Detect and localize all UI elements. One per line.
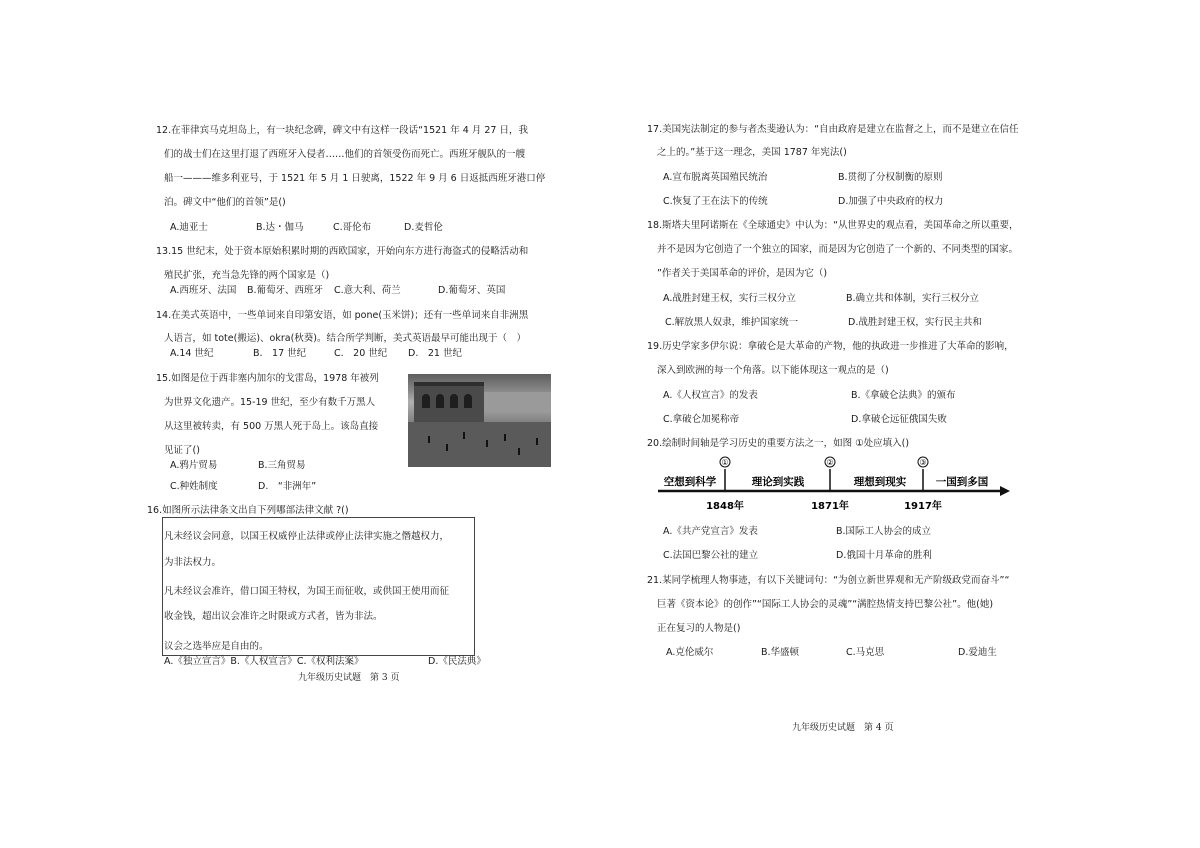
question-14-option-c[interactable]: C. 20 世纪: [334, 348, 388, 359]
question-18-option-d[interactable]: D.战胜封建王权，实行民主共和: [848, 317, 982, 328]
law-excerpt-line-3: 凡未经议会准许，借口国王特权，为国王而征收，或供国王使用而征: [164, 586, 450, 597]
history-timeline: [652, 455, 1012, 513]
question-21-option-c[interactable]: C.马克思: [846, 647, 885, 658]
question-12-option-b[interactable]: B.达・伽马: [256, 222, 304, 233]
law-excerpt-line-4: 收金钱，超出议会准许之时限或方式者，皆为非法。: [164, 611, 383, 622]
question-15-line-4: 见证了(): [164, 445, 200, 456]
question-13-line-2: 殖民扩张，充当急先锋的两个国家是（): [164, 270, 330, 281]
timeline-marker-2: ②: [826, 458, 834, 467]
timeline-segment-1: 空想到科学: [663, 476, 717, 488]
question-15-line-3: 从这里被转卖，有 500 万黑人死于岛上。该岛直接: [164, 421, 379, 432]
question-21-line-1: 21.某同学梳理人物事迹，有以下关键词句：“为创立新世界观和无产阶级政党而奋斗”“: [647, 575, 1010, 586]
question-17-option-d[interactable]: D.加强了中央政府的权力: [838, 196, 944, 207]
question-20-stem: 20.绘制时间轴是学习历史的重要方法之一，如图 ①处应填入(): [647, 438, 910, 449]
question-12-option-a[interactable]: A.迪亚士: [170, 222, 208, 233]
question-21-line-3: 正在复习的人物是(): [657, 623, 741, 634]
question-16-option-d[interactable]: D.《民法典》: [428, 656, 486, 667]
question-18-line-2: 并不是因为它创造了一个独立的国家，而是因为它创造了一个新的、不同类型的国家。: [657, 244, 1019, 255]
question-14-option-d[interactable]: D. 21 世纪: [408, 348, 462, 359]
law-excerpt-line-2: 为非法权力。: [164, 557, 222, 568]
question-21-option-d[interactable]: D.爱迪生: [958, 647, 997, 658]
question-15-option-d[interactable]: D. “非洲年”: [258, 481, 317, 492]
question-12-line-1: 12.在菲律宾马克坦岛上，有一块纪念碑，碑文中有这样一段话“1521 年 4 月 27 日，我: [156, 125, 528, 136]
question-19-line-2: 深入到欧洲的每一个角落。以下能体现这一观点的是（): [657, 365, 889, 376]
question-13-line-1: 13.15 世纪末，处于资本原始积累时期的西欧国家，开始向东方进行海盗式的侵略活动和: [156, 246, 529, 257]
page-footer-right: 九年级历史试题 第 4 页: [792, 723, 894, 733]
question-20-option-a[interactable]: A.《共产党宣言》发表: [663, 526, 758, 537]
question-15-option-a[interactable]: A.鸦片贸易: [170, 460, 218, 471]
timeline-marker-1: ①: [721, 458, 729, 467]
question-17-option-c[interactable]: C.恢复了王在法下的传统: [663, 196, 768, 207]
question-12-option-d[interactable]: D.麦哲伦: [404, 222, 443, 233]
question-15-line-2: 为世界文化遗产。15-19 世纪，至少有数千万黑人: [164, 397, 376, 408]
question-21-line-2: 巨著《资本论》的创作”“国际工人协会的灵魂”“满腔热情支持巴黎公社”。他(她): [657, 599, 994, 610]
question-15-option-b[interactable]: B.三角贸易: [258, 460, 306, 471]
question-19-option-b[interactable]: B.《拿破仑法典》的颁布: [851, 390, 956, 401]
question-19-option-d[interactable]: D.拿破仑远征俄国失败: [851, 414, 947, 425]
question-15-line-1: 15.如图是位于西非塞内加尔的戈雷岛，1978 年被列: [156, 373, 379, 384]
timeline-segment-2: 理论到实践: [751, 476, 805, 488]
question-14-option-a[interactable]: A.14 世纪: [170, 348, 214, 359]
timeline-year-1917: 1917年: [904, 501, 942, 512]
question-21-option-b[interactable]: B.华盛顿: [761, 647, 800, 658]
question-18-line-3: ”作者关于美国革命的评价，是因为它（): [657, 268, 828, 279]
question-19-line-1: 19.历史学家多伊尔说：拿破仑是大革命的产物，他的执政进一步推进了大革命的影响，: [647, 341, 1014, 352]
question-13-option-d[interactable]: D.葡萄牙、英国: [438, 285, 506, 296]
question-18-option-a[interactable]: A.战胜封建王权，实行三权分立: [663, 293, 796, 304]
goree-island-photo: [408, 374, 551, 467]
question-17-option-a[interactable]: A.宣布脱离英国殖民统治: [663, 172, 768, 183]
question-13-option-b[interactable]: B.葡萄牙、西班牙: [247, 285, 324, 296]
question-18-option-b[interactable]: B.确立共和体制，实行三权分立: [846, 293, 980, 304]
question-15-option-c[interactable]: C.种姓制度: [170, 481, 218, 492]
question-16-options-abc[interactable]: A.《独立宣言》B.《人权宣言》C.《权利法案》: [164, 656, 364, 667]
timeline-year-1871: 1871年: [811, 501, 849, 512]
question-20-option-b[interactable]: B.国际工人协会的成立: [836, 526, 932, 537]
question-19-option-a[interactable]: A.《人权宣言》的发表: [663, 390, 758, 401]
timeline-year-1848: 1848年: [706, 501, 744, 512]
question-18-option-c[interactable]: C.解放黑人奴隶，维护国家统一: [665, 317, 799, 328]
timeline-marker-3: ③: [919, 458, 927, 467]
question-14-line-1: 14.在美式英语中，一些单词来自印第安语，如 pone(玉米饼)；还有一些单词来自非洲黑: [156, 310, 529, 321]
question-19-option-c[interactable]: C.拿破仑加冕称帝: [663, 414, 740, 425]
question-20-option-c[interactable]: C.法国巴黎公社的建立: [663, 550, 759, 561]
timeline-segment-4: 一国到多国: [935, 476, 989, 488]
page-footer-left: 九年级历史试题 第 3 页: [298, 673, 400, 683]
question-17-line-2: 之上的。”基于这一理念，美国 1787 年宪法(): [657, 147, 847, 158]
question-16-stem: 16.如图所示法律条文出自下列哪部法律文献 ?(): [147, 505, 349, 516]
question-17-option-b[interactable]: B.贯彻了分权制衡的原则: [838, 172, 943, 183]
question-14-line-2: 人语言，如 tote(搬运)、okra(秋葵)。结合所学判断，美式英语最早可能出现于（ ）: [164, 333, 526, 344]
question-12-line-2: 们的战士们在这里打退了西班牙入侵者……他们的首领受伤而死亡。西班牙舰队的一艘: [164, 149, 526, 160]
question-13-option-a[interactable]: A.西班牙、法国: [170, 285, 237, 296]
question-13-option-c[interactable]: C.意大利、荷兰: [334, 285, 401, 296]
law-excerpt-line-5: 议会之选举应是自由的。: [164, 641, 269, 652]
question-17-line-1: 17.美国宪法制定的参与者杰斐逊认为：“自由政府是建立在监督之上，而不是建立在信任: [647, 124, 1019, 135]
question-20-option-d[interactable]: D.俄国十月革命的胜利: [836, 550, 932, 561]
law-excerpt-line-1: 凡未经议会同意，以国王权威停止法律或停止法律实施之僭越权力，: [164, 531, 450, 542]
question-12-line-4: 泊。碑文中“他们的首领”是(): [164, 197, 286, 208]
timeline-segment-3: 理想到现实: [853, 476, 907, 488]
question-21-option-a[interactable]: A.克伦威尔: [666, 647, 714, 658]
question-12-line-3: 船一———维多利亚号，于 1521 年 5 月 1 日驶离，1522 年 9 月 6 日返抵西班牙港口停: [164, 173, 546, 184]
question-12-option-c[interactable]: C.哥伦布: [333, 222, 372, 233]
question-18-line-1: 18.斯塔夫里阿诺斯在《全球通史》中认为：“从世界史的观点看，美国革命之所以重要，: [647, 220, 1019, 231]
question-14-option-b[interactable]: B. 17 世纪: [253, 348, 307, 359]
